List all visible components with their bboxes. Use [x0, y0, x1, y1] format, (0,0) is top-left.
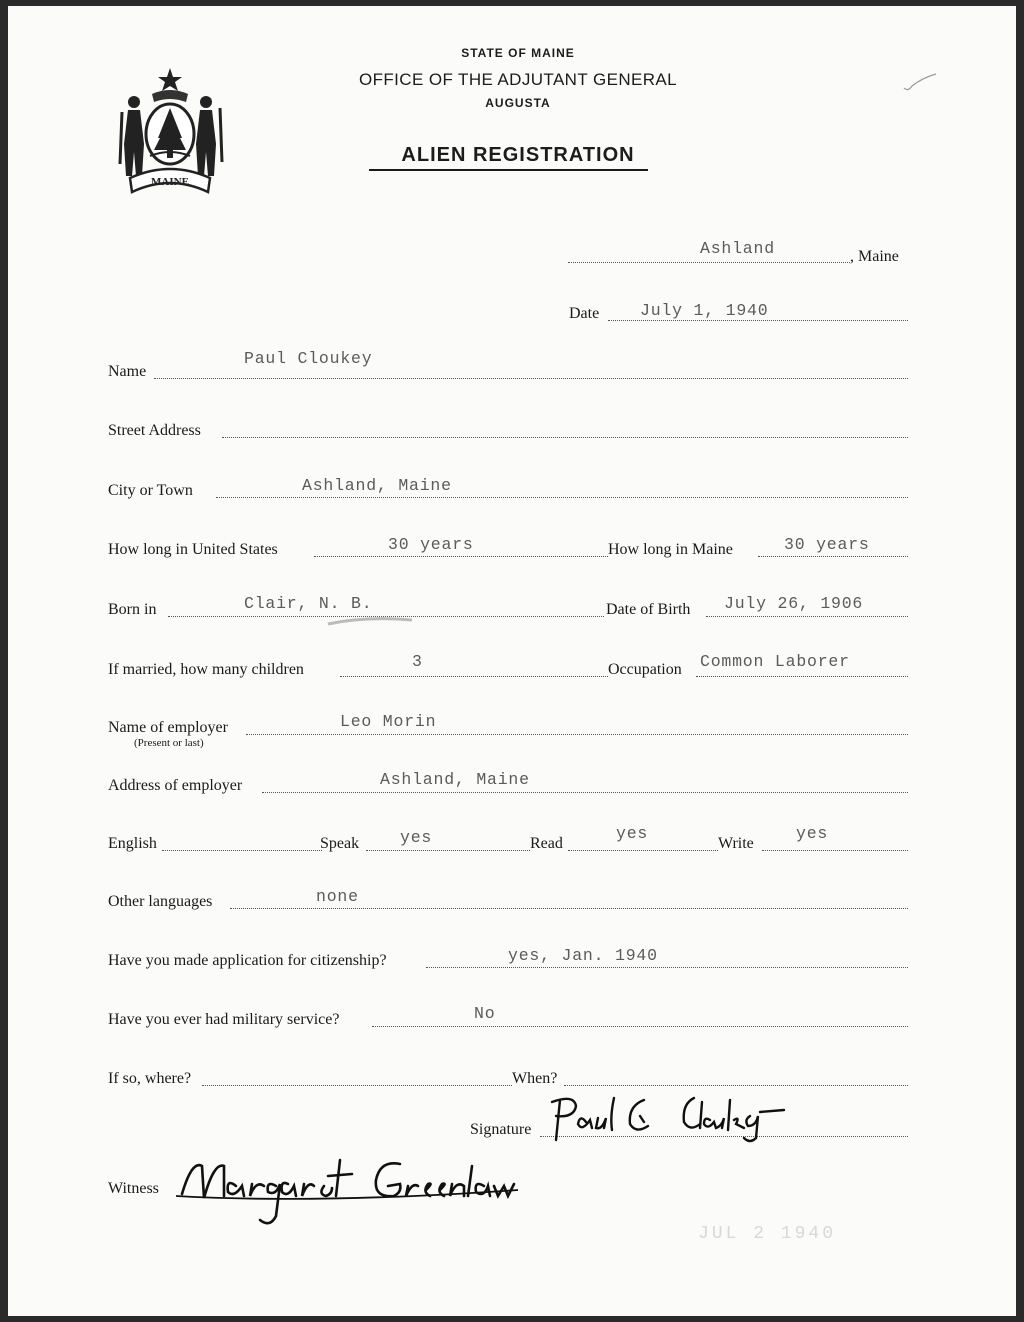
- city-line: [216, 497, 908, 498]
- employer-label: Name of employer: [108, 719, 228, 736]
- name-value[interactable]: Paul Cloukey: [244, 349, 373, 368]
- pencil-stroke-mark: [326, 614, 416, 628]
- speak-line: [366, 850, 530, 851]
- write-label: Write: [718, 835, 754, 852]
- city-value[interactable]: Ashland, Maine: [302, 476, 452, 495]
- location-suffix: , Maine: [850, 248, 899, 265]
- employer-sublabel: (Present or last): [134, 737, 204, 749]
- dob-label: Date of Birth: [606, 601, 691, 618]
- witness-signature[interactable]: [168, 1146, 528, 1236]
- citizenship-label: Have you made application for citizenship?: [108, 952, 387, 969]
- employer-address-line: [262, 792, 908, 793]
- us-duration-value[interactable]: 30 years: [388, 535, 474, 554]
- city-label: City or Town: [108, 482, 193, 499]
- employer-address-label: Address of employer: [108, 777, 243, 794]
- street-line: [222, 437, 908, 438]
- occupation-value[interactable]: Common Laborer: [700, 652, 850, 671]
- military-line: [372, 1026, 908, 1027]
- us-duration-line: [314, 556, 608, 557]
- occupation-label: Occupation: [608, 661, 682, 678]
- speak-value[interactable]: yes: [400, 828, 433, 847]
- applicant-signature[interactable]: [544, 1092, 794, 1144]
- alien-registration-form: [8, 6, 1016, 1316]
- military-label: Have you ever had military service?: [108, 1011, 340, 1028]
- location-line: [568, 262, 850, 263]
- signature-label: Signature: [470, 1121, 532, 1138]
- title-underline: [369, 169, 648, 171]
- english-label: English: [108, 835, 157, 852]
- other-languages-value[interactable]: none: [316, 887, 359, 906]
- maine-state-seal-icon: [112, 64, 228, 196]
- children-line: [340, 676, 608, 677]
- date-line: [608, 320, 908, 321]
- born-in-label: Born in: [108, 601, 157, 618]
- employer-line: [246, 734, 908, 735]
- dob-line: [706, 616, 908, 617]
- date-value[interactable]: July 1, 1940: [640, 301, 769, 320]
- seal-text: MAINE: [151, 176, 189, 188]
- citizenship-line: [426, 967, 908, 968]
- when-label: When?: [512, 1070, 558, 1087]
- children-label: If married, how many children: [108, 661, 304, 678]
- maine-duration-line: [758, 556, 908, 557]
- read-label: Read: [530, 835, 563, 852]
- children-value[interactable]: 3: [412, 652, 423, 671]
- read-value[interactable]: yes: [616, 824, 649, 843]
- date-label: Date: [569, 305, 600, 322]
- check-mark-icon: [902, 72, 938, 92]
- military-value[interactable]: No: [474, 1004, 496, 1023]
- citizenship-value[interactable]: yes, Jan. 1940: [508, 946, 658, 965]
- maine-duration-value[interactable]: 30 years: [784, 535, 870, 554]
- english-line: [162, 850, 322, 851]
- us-duration-label: How long in United States: [108, 541, 278, 558]
- office-heading: OFFICE OF THE ADJUTANT GENERAL: [358, 70, 678, 89]
- write-value[interactable]: yes: [796, 824, 829, 843]
- other-languages-label: Other languages: [108, 893, 213, 910]
- write-line: [762, 850, 908, 851]
- when-line: [564, 1085, 908, 1086]
- location-value[interactable]: Ashland: [700, 239, 775, 258]
- maine-duration-label: How long in Maine: [608, 541, 733, 558]
- where-line: [202, 1085, 512, 1086]
- employer-value[interactable]: Leo Morin: [340, 712, 437, 731]
- where-label: If so, where?: [108, 1070, 192, 1087]
- name-line: [154, 378, 908, 379]
- other-languages-line: [230, 908, 908, 909]
- employer-address-value[interactable]: Ashland, Maine: [380, 770, 530, 789]
- form-title: ALIEN REGISTRATION: [401, 144, 635, 166]
- name-label: Name: [108, 363, 147, 380]
- occupation-line: [696, 676, 908, 677]
- witness-label: Witness: [108, 1180, 159, 1197]
- street-label: Street Address: [108, 422, 201, 439]
- received-stamp: JUL 2 1940: [698, 1224, 837, 1244]
- born-in-value[interactable]: Clair, N. B.: [244, 594, 373, 613]
- speak-label: Speak: [320, 835, 360, 852]
- read-line: [568, 850, 718, 851]
- city-heading: AUGUSTA: [485, 96, 551, 110]
- state-heading: STATE OF MAINE: [461, 46, 575, 60]
- dob-value[interactable]: July 26, 1906: [724, 594, 864, 613]
